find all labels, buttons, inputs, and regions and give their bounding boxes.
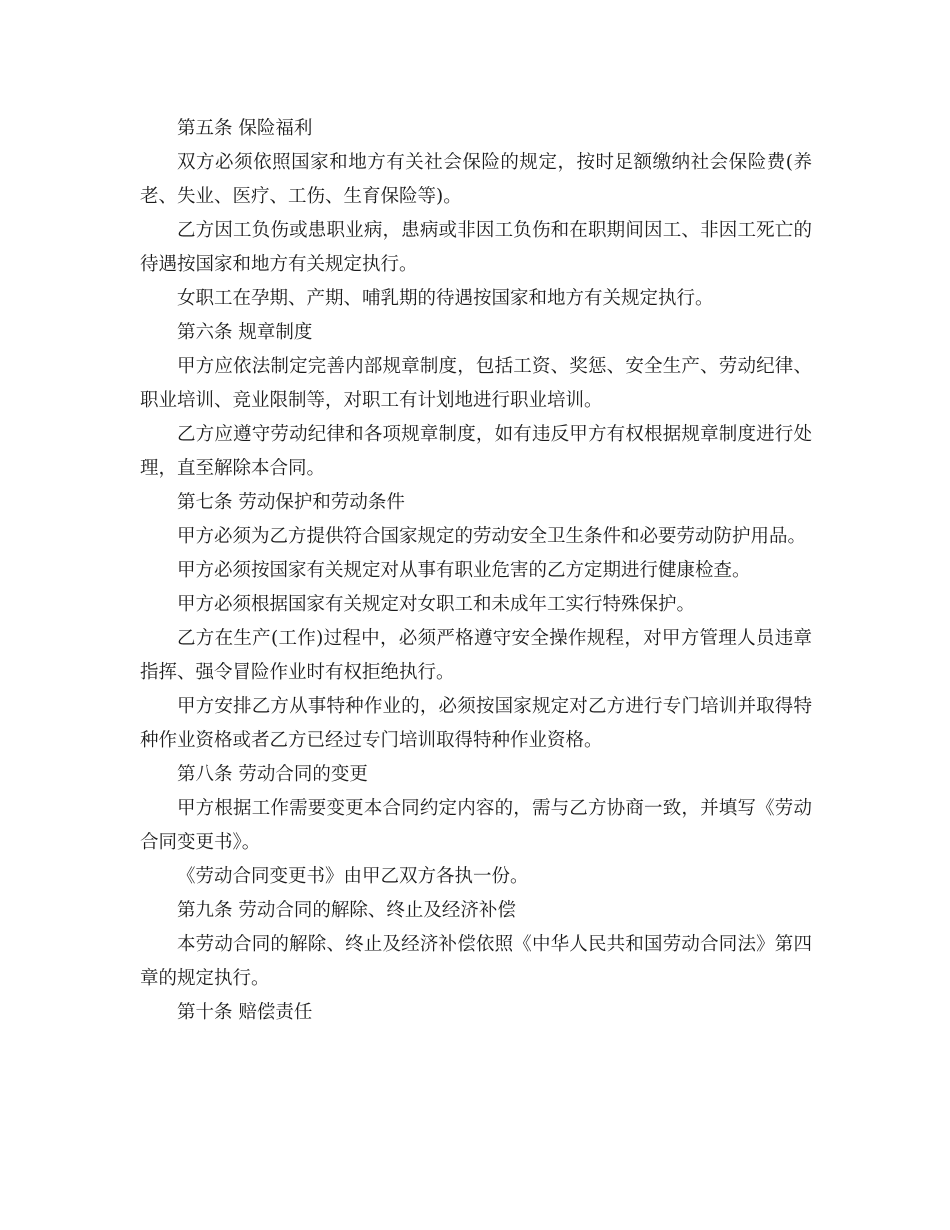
paragraph: 《劳动合同变更书》由甲乙双方各执一份。	[177, 866, 529, 887]
paragraph: 女职工在孕期、产期、哺乳期的待遇按国家和地方有关规定执行。	[177, 288, 714, 309]
section-heading-8: 第八条 劳动合同的变更	[177, 764, 368, 785]
paragraph: 甲方必须按国家有关规定对从事有职业危害的乙方定期进行健康检查。	[177, 560, 751, 581]
paragraph: 乙方应遵守劳动纪律和各项规章制度，如有违反甲方有权根据规章制度进行处理，直至解除本合同。	[140, 424, 812, 479]
paragraph: 本劳动合同的解除、终止及经济补偿依照《中华人民共和国劳动合同法》第四章的规定执行。	[140, 934, 812, 989]
paragraph: 甲方根据工作需要变更本合同约定内容的，需与乙方协商一致，并填写《劳动合同变更书》。	[140, 798, 812, 853]
paragraph: 乙方因工负伤或患职业病，患病或非因工负伤和在职期间因工、非因工死亡的待遇按国家和地方有关规定执行。	[140, 220, 812, 275]
paragraph: 甲方必须为乙方提供符合国家规定的劳动安全卫生条件和必要劳动防护用品。	[177, 526, 807, 547]
document-body	[140, 112, 812, 1030]
paragraph: 甲方安排乙方从事特种作业的，必须按国家规定对乙方进行专门培训并取得特种作业资格或者乙方已经过专门培训取得特种作业资格。	[140, 696, 812, 751]
section-heading-9: 第九条 劳动合同的解除、终止及经济补偿	[177, 900, 516, 921]
paragraph: 乙方在生产(工作)过程中，必须严格遵守安全操作规程，对甲方管理人员违章指挥、强令冒险作业时有权拒绝执行。	[140, 628, 812, 683]
paragraph: 甲方必须根据国家有关规定对女职工和未成年工实行特殊保护。	[177, 594, 696, 615]
paragraph: 甲方应依法制定完善内部规章制度，包括工资、奖惩、安全生产、劳动纪律、职业培训、竞业限制等，对职工有计划地进行职业培训。	[140, 356, 812, 411]
section-heading-10: 第十条 赔偿责任	[177, 1002, 313, 1023]
section-heading-5: 第五条 保险福利	[177, 118, 313, 139]
section-heading-7: 第七条 劳动保护和劳动条件	[177, 492, 405, 513]
paragraph: 双方必须依照国家和地方有关社会保险的规定，按时足额缴纳社会保险费(养老、失业、医疗、工伤、生育保险等)。	[140, 152, 812, 207]
section-heading-6: 第六条 规章制度	[177, 322, 313, 343]
